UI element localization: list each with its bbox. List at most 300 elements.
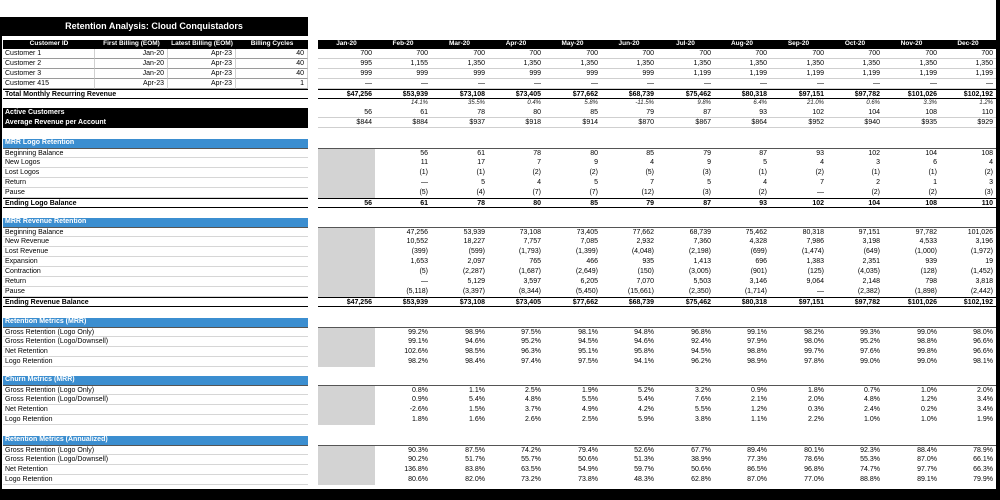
metric-cell[interactable]: 97.9% bbox=[747, 338, 767, 345]
customer-id-cell[interactable]: Customer 2 bbox=[3, 59, 95, 69]
metric-cell[interactable]: (1,000) bbox=[914, 248, 937, 255]
metric-cell[interactable]: 96.6% bbox=[973, 338, 993, 345]
metric-cell[interactable]: 1.0% bbox=[883, 385, 940, 395]
mrr-growth-cell[interactable]: 5.8% bbox=[584, 100, 598, 106]
metric-cell[interactable]: (5) bbox=[419, 189, 428, 196]
metric-cell[interactable]: 3,146 bbox=[749, 278, 767, 285]
customer-mrr-cell[interactable]: — bbox=[375, 79, 431, 89]
metric-cell[interactable]: (3) bbox=[702, 189, 711, 196]
metric-cell[interactable]: (2,287) bbox=[462, 268, 485, 275]
metric-cell[interactable] bbox=[318, 465, 375, 475]
ending-balance-cell[interactable]: $47,256 bbox=[318, 297, 375, 307]
row-label[interactable]: Return bbox=[3, 178, 308, 188]
metric-cell[interactable]: 7,070 bbox=[636, 278, 654, 285]
row-label[interactable]: Logo Retention bbox=[3, 415, 308, 425]
first-billing-header[interactable]: First Billing (EOM) bbox=[95, 40, 168, 49]
metric-cell[interactable]: 59.7% bbox=[634, 466, 654, 473]
metric-cell[interactable]: 51.7% bbox=[465, 456, 485, 463]
customer-mrr-cell[interactable]: 999 bbox=[544, 69, 601, 79]
metric-cell[interactable]: 80,318 bbox=[770, 227, 827, 237]
section-title[interactable]: Retention Metrics (MRR) bbox=[3, 318, 308, 327]
metric-cell[interactable]: 1.0% bbox=[864, 416, 880, 423]
metric-cell[interactable]: 7,757 bbox=[523, 238, 541, 245]
latest-billing-cell[interactable]: Apr-23 bbox=[168, 69, 236, 79]
metric-cell[interactable]: 67.7% bbox=[657, 445, 714, 455]
metric-cell[interactable]: (128) bbox=[920, 268, 937, 275]
customer-mrr-cell[interactable]: 999 bbox=[488, 69, 544, 79]
metric-cell[interactable]: 73,405 bbox=[544, 227, 601, 237]
metric-cell[interactable]: 1.9% bbox=[544, 385, 601, 395]
metric-cell[interactable]: (1,452) bbox=[970, 268, 993, 275]
customer-mrr-cell[interactable]: 700 bbox=[883, 49, 940, 59]
metric-cell[interactable]: 51.3% bbox=[634, 456, 654, 463]
billing-cycles-header[interactable]: Billing Cycles bbox=[236, 40, 308, 49]
arpa-cell[interactable]: $870 bbox=[601, 118, 657, 128]
metric-cell[interactable]: 3.4% bbox=[977, 396, 993, 403]
metric-cell[interactable]: 97.8% bbox=[804, 358, 824, 365]
month-header[interactable]: Dec-20 bbox=[940, 40, 996, 49]
ending-balance-cell[interactable]: 80 bbox=[488, 198, 544, 208]
metric-cell[interactable]: 2.1% bbox=[751, 396, 767, 403]
metric-cell[interactable]: 5.4% bbox=[469, 396, 485, 403]
first-billing-cell[interactable]: Jan-20 bbox=[95, 59, 168, 69]
metric-cell[interactable]: (3) bbox=[702, 169, 711, 176]
metric-cell[interactable]: 1.8% bbox=[770, 385, 827, 395]
active-customers-cell[interactable]: 79 bbox=[601, 108, 657, 118]
latest-billing-cell[interactable]: Apr-23 bbox=[168, 49, 236, 59]
metric-cell[interactable]: 79.4% bbox=[544, 445, 601, 455]
metric-cell[interactable]: (649) bbox=[863, 248, 880, 255]
metric-cell[interactable]: 4,328 bbox=[749, 238, 767, 245]
metric-cell[interactable]: (1,898) bbox=[914, 288, 937, 295]
metric-cell[interactable]: 1.1% bbox=[431, 385, 488, 395]
metric-cell[interactable]: (5,450) bbox=[575, 288, 598, 295]
total-mrr-cell[interactable]: $80,318 bbox=[714, 89, 770, 99]
latest-billing-cell[interactable]: Apr-23 bbox=[168, 59, 236, 69]
metric-cell[interactable]: (1) bbox=[758, 169, 767, 176]
metric-cell[interactable]: (1,793) bbox=[518, 248, 541, 255]
customer-mrr-cell[interactable]: 1,155 bbox=[375, 59, 431, 69]
metric-cell[interactable]: 61 bbox=[431, 148, 488, 158]
customer-mrr-cell[interactable]: — bbox=[883, 79, 940, 89]
metric-cell[interactable]: 87.5% bbox=[431, 445, 488, 455]
metric-cell[interactable] bbox=[318, 188, 375, 198]
metric-cell[interactable]: 98.9% bbox=[747, 358, 767, 365]
metric-cell[interactable] bbox=[318, 415, 375, 425]
total-mrr-cell[interactable]: $68,739 bbox=[601, 89, 657, 99]
metric-cell[interactable] bbox=[318, 405, 375, 415]
metric-cell[interactable]: 80.1% bbox=[770, 445, 827, 455]
metric-cell[interactable]: (599) bbox=[468, 248, 485, 255]
metric-cell[interactable]: 0.9% bbox=[714, 385, 770, 395]
metric-cell[interactable]: (7) bbox=[532, 189, 541, 196]
metric-cell[interactable]: 86.5% bbox=[747, 466, 767, 473]
metric-cell[interactable]: 66.1% bbox=[973, 456, 993, 463]
billing-cycles-cell[interactable]: 40 bbox=[236, 59, 308, 69]
metric-cell[interactable]: 5,503 bbox=[693, 278, 711, 285]
metric-cell[interactable]: 78 bbox=[488, 148, 544, 158]
active-customers-cell[interactable]: 78 bbox=[431, 108, 488, 118]
metric-cell[interactable]: 7,085 bbox=[580, 238, 598, 245]
row-label[interactable]: Pause bbox=[3, 287, 308, 297]
ending-balance-cell[interactable]: $75,462 bbox=[657, 297, 714, 307]
metric-cell[interactable] bbox=[318, 327, 375, 337]
customer-mrr-cell[interactable]: 700 bbox=[431, 49, 488, 59]
active-customers-cell[interactable]: 61 bbox=[375, 108, 431, 118]
month-header[interactable]: Aug-20 bbox=[714, 40, 770, 49]
metric-cell[interactable]: 3.8% bbox=[695, 416, 711, 423]
metric-cell[interactable]: (1) bbox=[476, 169, 485, 176]
metric-cell[interactable]: 4.9% bbox=[582, 406, 598, 413]
customer-mrr-cell[interactable]: — bbox=[827, 79, 883, 89]
metric-cell[interactable]: 0.9% bbox=[412, 396, 428, 403]
metric-cell[interactable]: 88.8% bbox=[860, 476, 880, 483]
metric-cell[interactable]: (1,714) bbox=[744, 288, 767, 295]
active-customers-cell[interactable]: 80 bbox=[488, 108, 544, 118]
metric-cell[interactable]: 4 bbox=[537, 179, 541, 186]
metric-cell[interactable] bbox=[318, 148, 375, 158]
mrr-growth-cell[interactable]: 14.1% bbox=[410, 100, 428, 106]
metric-cell[interactable]: 108 bbox=[940, 148, 996, 158]
row-label[interactable]: Logo Retention bbox=[3, 475, 308, 485]
customer-mrr-cell[interactable]: 1,350 bbox=[544, 59, 601, 69]
metric-cell[interactable]: 0.2% bbox=[921, 406, 937, 413]
customer-mrr-cell[interactable]: 1,350 bbox=[488, 59, 544, 69]
customer-id-header[interactable]: Customer ID bbox=[3, 40, 95, 49]
ending-balance-cell[interactable]: $73,405 bbox=[488, 297, 544, 307]
ending-balance-cell[interactable]: $53,939 bbox=[375, 297, 431, 307]
metric-cell[interactable]: 94.6% bbox=[634, 338, 654, 345]
arpa-cell[interactable]: $914 bbox=[544, 118, 601, 128]
customer-mrr-cell[interactable]: 1,199 bbox=[770, 69, 827, 79]
latest-billing-cell[interactable]: Apr-23 bbox=[168, 79, 236, 89]
section-title[interactable]: Retention Metrics (Annualized) bbox=[3, 436, 308, 445]
metric-cell[interactable]: 0.7% bbox=[827, 385, 883, 395]
metric-cell[interactable]: 935 bbox=[642, 258, 654, 265]
metric-cell[interactable]: 97.7% bbox=[917, 466, 937, 473]
metric-cell[interactable] bbox=[318, 337, 375, 347]
metric-cell[interactable]: 1,413 bbox=[693, 258, 711, 265]
mrr-growth-cell[interactable]: 3.3% bbox=[923, 100, 937, 106]
ending-balance-cell[interactable]: 108 bbox=[883, 198, 940, 208]
mrr-growth-cell[interactable]: 0.4% bbox=[527, 100, 541, 106]
row-label[interactable]: Beginning Balance bbox=[3, 227, 308, 237]
month-header[interactable]: Nov-20 bbox=[883, 40, 940, 49]
metric-cell[interactable]: 87.0% bbox=[747, 476, 767, 483]
metric-cell[interactable] bbox=[318, 357, 375, 367]
metric-cell[interactable] bbox=[318, 168, 375, 178]
metric-cell[interactable]: (5) bbox=[419, 268, 428, 275]
metric-cell[interactable]: 1.2% bbox=[921, 396, 937, 403]
metric-cell[interactable]: (2,649) bbox=[575, 268, 598, 275]
arpa-cell[interactable]: $929 bbox=[940, 118, 996, 128]
ending-balance-cell[interactable]: 78 bbox=[431, 198, 488, 208]
metric-cell[interactable]: 1,383 bbox=[806, 258, 824, 265]
metric-cell[interactable]: 95.2% bbox=[860, 338, 880, 345]
metric-cell[interactable]: 55.7% bbox=[521, 456, 541, 463]
mrr-growth-cell[interactable]: 0.6% bbox=[866, 100, 880, 106]
customer-mrr-cell[interactable]: 995 bbox=[318, 59, 375, 69]
metric-cell[interactable]: (2,198) bbox=[688, 248, 711, 255]
customer-mrr-cell[interactable]: — bbox=[657, 79, 714, 89]
metric-cell[interactable]: (1,399) bbox=[575, 248, 598, 255]
metric-cell[interactable]: 2,097 bbox=[467, 258, 485, 265]
metric-cell[interactable]: 0.8% bbox=[375, 385, 431, 395]
metric-cell[interactable] bbox=[318, 277, 375, 287]
ending-balance-cell[interactable]: $77,662 bbox=[544, 297, 601, 307]
metric-cell[interactable]: (125) bbox=[807, 268, 824, 275]
metric-cell[interactable]: 97.5% bbox=[488, 327, 544, 337]
metric-cell[interactable]: 7,360 bbox=[693, 238, 711, 245]
metric-cell[interactable]: 4 bbox=[820, 159, 824, 166]
metric-cell[interactable]: (1) bbox=[419, 169, 428, 176]
active-customers-cell[interactable]: 87 bbox=[657, 108, 714, 118]
customer-mrr-cell[interactable]: 700 bbox=[714, 49, 770, 59]
metric-cell[interactable]: 98.0% bbox=[940, 327, 996, 337]
section-title[interactable]: MRR Revenue Retention bbox=[3, 218, 308, 227]
metric-cell[interactable]: — bbox=[817, 189, 824, 196]
billing-cycles-cell[interactable]: 40 bbox=[236, 69, 308, 79]
mrr-growth-cell[interactable] bbox=[318, 99, 375, 108]
metric-cell[interactable]: 63.5% bbox=[521, 466, 541, 473]
metric-cell[interactable]: 10,552 bbox=[406, 238, 428, 245]
metric-cell[interactable]: 18,227 bbox=[463, 238, 485, 245]
arpa-cell[interactable]: $940 bbox=[827, 118, 883, 128]
metric-cell[interactable]: 5 bbox=[707, 179, 711, 186]
metric-cell[interactable]: 98.2% bbox=[408, 358, 428, 365]
ending-balance-cell[interactable]: $97,151 bbox=[770, 297, 827, 307]
metric-cell[interactable]: 4 bbox=[650, 159, 654, 166]
row-label[interactable]: Gross Retention (Logo/Downsell) bbox=[3, 455, 308, 465]
metric-cell[interactable]: (4,035) bbox=[857, 268, 880, 275]
metric-cell[interactable]: 5,129 bbox=[467, 278, 485, 285]
billing-cycles-cell[interactable]: 40 bbox=[236, 49, 308, 59]
customer-mrr-cell[interactable]: — bbox=[714, 79, 770, 89]
customer-mrr-cell[interactable]: — bbox=[318, 79, 375, 89]
metric-cell[interactable]: (2) bbox=[589, 169, 598, 176]
first-billing-cell[interactable]: Apr-23 bbox=[95, 79, 168, 89]
metric-cell[interactable]: 98.4% bbox=[465, 358, 485, 365]
metric-cell[interactable] bbox=[318, 267, 375, 277]
metric-cell[interactable]: 97,782 bbox=[883, 227, 940, 237]
metric-cell[interactable]: 94.8% bbox=[601, 327, 657, 337]
customer-mrr-cell[interactable]: 700 bbox=[318, 49, 375, 59]
arpa-cell[interactable]: $918 bbox=[488, 118, 544, 128]
customer-mrr-cell[interactable]: 1,199 bbox=[940, 69, 996, 79]
first-billing-cell[interactable]: Jan-20 bbox=[95, 49, 168, 59]
metric-cell[interactable]: (1,474) bbox=[801, 248, 824, 255]
metric-cell[interactable]: 102 bbox=[827, 148, 883, 158]
metric-cell[interactable]: 94.1% bbox=[634, 358, 654, 365]
active-customers-cell[interactable]: 110 bbox=[940, 108, 996, 118]
metric-cell[interactable]: 2.2% bbox=[808, 416, 824, 423]
metric-cell[interactable]: 3,198 bbox=[862, 238, 880, 245]
metric-cell[interactable] bbox=[318, 475, 375, 485]
metric-cell[interactable]: 53,939 bbox=[431, 227, 488, 237]
customer-mrr-cell[interactable]: — bbox=[601, 79, 657, 89]
metric-cell[interactable]: 2.0% bbox=[808, 396, 824, 403]
metric-cell[interactable]: 52.6% bbox=[601, 445, 657, 455]
metric-cell[interactable]: (1) bbox=[928, 169, 937, 176]
active-customers-cell[interactable]: 93 bbox=[714, 108, 770, 118]
active-customers-cell[interactable]: 85 bbox=[544, 108, 601, 118]
row-label[interactable]: Expansion bbox=[3, 257, 308, 267]
metric-cell[interactable]: 88.4% bbox=[883, 445, 940, 455]
latest-billing-header[interactable]: Latest Billing (EOM) bbox=[168, 40, 236, 49]
ending-balance-cell[interactable]: $68,739 bbox=[601, 297, 657, 307]
first-billing-cell[interactable]: Jan-20 bbox=[95, 69, 168, 79]
metric-cell[interactable]: 2,148 bbox=[862, 278, 880, 285]
ending-balance-cell[interactable]: 87 bbox=[657, 198, 714, 208]
section-title[interactable]: MRR Logo Retention bbox=[3, 139, 308, 148]
metric-cell[interactable]: 95.1% bbox=[578, 348, 598, 355]
metric-cell[interactable]: 87 bbox=[714, 148, 770, 158]
metric-cell[interactable]: 4.8% bbox=[525, 396, 541, 403]
metric-cell[interactable]: 5 bbox=[594, 179, 598, 186]
metric-cell[interactable]: 80 bbox=[544, 148, 601, 158]
customer-mrr-cell[interactable]: 999 bbox=[318, 69, 375, 79]
metric-cell[interactable]: 68,739 bbox=[657, 227, 714, 237]
metric-cell[interactable] bbox=[318, 158, 375, 168]
metric-cell[interactable]: 98.0% bbox=[804, 338, 824, 345]
customer-mrr-cell[interactable]: 1,199 bbox=[827, 69, 883, 79]
metric-cell[interactable]: 136.8% bbox=[404, 466, 428, 473]
metric-cell[interactable]: 87.0% bbox=[917, 456, 937, 463]
metric-cell[interactable]: 3,196 bbox=[975, 238, 993, 245]
customer-mrr-cell[interactable]: 700 bbox=[375, 49, 431, 59]
metric-cell[interactable]: 7 bbox=[650, 179, 654, 186]
customer-id-cell[interactable]: Customer 415 bbox=[3, 79, 95, 89]
metric-cell[interactable]: 78.6% bbox=[804, 456, 824, 463]
row-label[interactable]: Net Retention bbox=[3, 405, 308, 415]
metric-cell[interactable]: 466 bbox=[586, 258, 598, 265]
mrr-growth-cell[interactable]: 1.2% bbox=[979, 100, 993, 106]
total-mrr-cell[interactable]: $102,192 bbox=[940, 89, 996, 99]
customer-id-cell[interactable]: Customer 3 bbox=[3, 69, 95, 79]
customer-mrr-cell[interactable]: 1,199 bbox=[714, 69, 770, 79]
metric-cell[interactable]: 4,533 bbox=[919, 238, 937, 245]
metric-cell[interactable]: 6,205 bbox=[580, 278, 598, 285]
arpa-cell[interactable]: $867 bbox=[657, 118, 714, 128]
metric-cell[interactable]: (5,118) bbox=[406, 288, 428, 295]
metric-cell[interactable]: 3.4% bbox=[977, 406, 993, 413]
total-mrr-cell[interactable]: $77,662 bbox=[544, 89, 601, 99]
metric-cell[interactable]: (2) bbox=[758, 189, 767, 196]
metric-cell[interactable]: 73,108 bbox=[488, 227, 544, 237]
customer-mrr-cell[interactable]: — bbox=[544, 79, 601, 89]
metric-cell[interactable]: 50.6% bbox=[691, 466, 711, 473]
metric-cell[interactable]: 3 bbox=[989, 179, 993, 186]
row-label[interactable]: Return bbox=[3, 277, 308, 287]
metric-cell[interactable]: — bbox=[421, 278, 428, 285]
metric-cell[interactable]: (1,972) bbox=[970, 248, 993, 255]
month-header[interactable]: Oct-20 bbox=[827, 40, 883, 49]
metric-cell[interactable]: 11 bbox=[420, 159, 428, 166]
customer-mrr-cell[interactable]: 700 bbox=[827, 49, 883, 59]
month-header[interactable]: Feb-20 bbox=[375, 40, 431, 49]
metric-cell[interactable]: (4,048) bbox=[631, 248, 654, 255]
metric-cell[interactable]: 48.3% bbox=[634, 476, 654, 483]
metric-cell[interactable]: 75,462 bbox=[714, 227, 770, 237]
metric-cell[interactable]: 99.1% bbox=[714, 327, 770, 337]
total-mrr-cell[interactable]: $97,782 bbox=[827, 89, 883, 99]
metric-cell[interactable]: 96.3% bbox=[521, 348, 541, 355]
metric-cell[interactable]: 62.8% bbox=[691, 476, 711, 483]
customer-mrr-cell[interactable]: 700 bbox=[940, 49, 996, 59]
customer-mrr-cell[interactable]: 1,350 bbox=[714, 59, 770, 69]
row-label[interactable]: Net Retention bbox=[3, 347, 308, 357]
metric-cell[interactable] bbox=[318, 445, 375, 455]
metric-cell[interactable]: (3,397) bbox=[462, 288, 485, 295]
arpa-cell[interactable]: $937 bbox=[431, 118, 488, 128]
row-label[interactable]: Gross Retention (Logo/Downsell) bbox=[3, 337, 308, 347]
metric-cell[interactable]: 73.8% bbox=[578, 476, 598, 483]
metric-cell[interactable]: 94.5% bbox=[578, 338, 598, 345]
metric-cell[interactable]: 102.6% bbox=[404, 348, 428, 355]
metric-cell[interactable]: 7.6% bbox=[695, 396, 711, 403]
customer-mrr-cell[interactable]: 700 bbox=[770, 49, 827, 59]
mrr-growth-cell[interactable]: 9.8% bbox=[697, 100, 711, 106]
metric-cell[interactable]: 98.9% bbox=[431, 327, 488, 337]
metric-cell[interactable]: 99.1% bbox=[408, 338, 428, 345]
metric-cell[interactable]: — bbox=[817, 288, 824, 295]
metric-cell[interactable]: 2 bbox=[876, 179, 880, 186]
metric-cell[interactable]: 7 bbox=[537, 159, 541, 166]
metric-cell[interactable]: 1.0% bbox=[921, 416, 937, 423]
metric-cell[interactable]: 3.2% bbox=[657, 385, 714, 395]
metric-cell[interactable]: 92.4% bbox=[691, 338, 711, 345]
metric-cell[interactable]: 1 bbox=[933, 179, 937, 186]
metric-cell[interactable]: (4) bbox=[476, 189, 485, 196]
customer-mrr-cell[interactable]: 999 bbox=[601, 69, 657, 79]
arpa-label[interactable]: Average Revenue per Account bbox=[3, 118, 308, 128]
month-header[interactable]: Sep-20 bbox=[770, 40, 827, 49]
total-mrr-cell[interactable]: $101,026 bbox=[883, 89, 940, 99]
month-header[interactable]: Jun-20 bbox=[601, 40, 657, 49]
metric-cell[interactable]: 80.6% bbox=[408, 476, 428, 483]
active-customers-label[interactable]: Active Customers bbox=[3, 108, 308, 118]
customer-mrr-cell[interactable]: 1,350 bbox=[601, 59, 657, 69]
metric-cell[interactable]: (3) bbox=[984, 189, 993, 196]
metric-cell[interactable] bbox=[318, 385, 375, 395]
ending-balance-label[interactable]: Ending Revenue Balance bbox=[3, 297, 308, 307]
customer-mrr-cell[interactable]: 1,199 bbox=[883, 69, 940, 79]
metric-cell[interactable]: (2) bbox=[928, 189, 937, 196]
metric-cell[interactable]: 79 bbox=[657, 148, 714, 158]
arpa-cell[interactable]: $884 bbox=[375, 118, 431, 128]
metric-cell[interactable]: 3,818 bbox=[975, 278, 993, 285]
metric-cell[interactable]: 9 bbox=[707, 159, 711, 166]
metric-cell[interactable]: 19 bbox=[985, 258, 993, 265]
metric-cell[interactable]: 98.5% bbox=[465, 348, 485, 355]
metric-cell[interactable]: 77.3% bbox=[747, 456, 767, 463]
metric-cell[interactable]: 3,597 bbox=[523, 278, 541, 285]
metric-cell[interactable]: 89.1% bbox=[917, 476, 937, 483]
row-label[interactable]: Pause bbox=[3, 188, 308, 198]
metric-cell[interactable]: 54.9% bbox=[578, 466, 598, 473]
total-mrr-cell[interactable]: $75,462 bbox=[657, 89, 714, 99]
metric-cell[interactable]: 101,026 bbox=[940, 227, 996, 237]
row-label[interactable]: Logo Retention bbox=[3, 357, 308, 367]
metric-cell[interactable]: 97,151 bbox=[827, 227, 883, 237]
metric-cell[interactable] bbox=[318, 247, 375, 257]
metric-cell[interactable]: 5 bbox=[481, 179, 485, 186]
metric-cell[interactable]: (8,344) bbox=[518, 288, 541, 295]
active-customers-cell[interactable]: 108 bbox=[883, 108, 940, 118]
metric-cell[interactable]: 4.2% bbox=[638, 406, 654, 413]
mrr-growth-cell[interactable]: 35.5% bbox=[467, 100, 485, 106]
metric-cell[interactable]: (2) bbox=[815, 169, 824, 176]
